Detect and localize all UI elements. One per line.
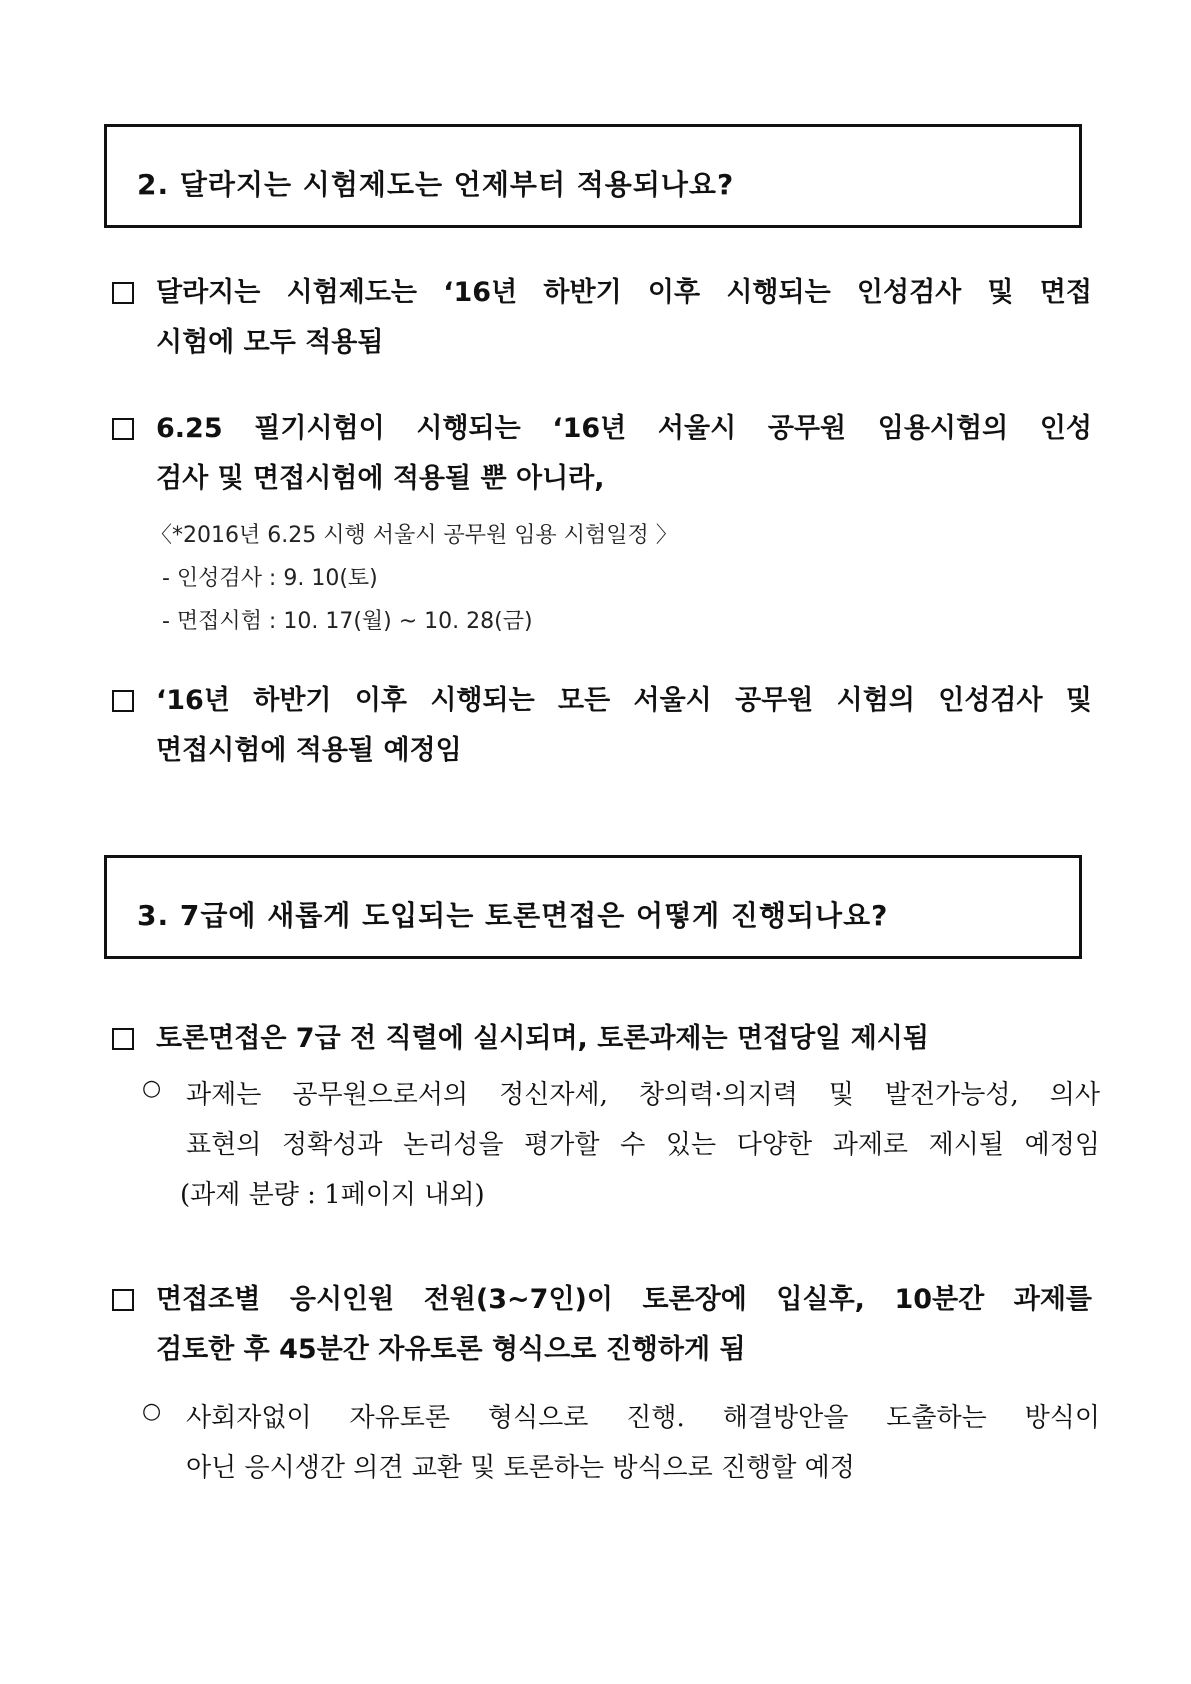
- circle-bullet-icon: ○: [142, 1076, 162, 1101]
- bullet-line: 아닌 응시생간 의견 교환 및 토론하는 방식으로 진행할 예정: [186, 1453, 855, 1483]
- item-line: 면접조별 응시인원 전원(3~7인)이 토론장에 입실후, 10분간 과제를: [156, 1284, 1092, 1315]
- bullet-item: [142, 1070, 1100, 1220]
- bullet-line: 표현의 정확성과 논리성을 평가할 수 있는 다양한 과제로 제시될 예정임: [186, 1130, 1100, 1160]
- item-line: 달라지는 시험제도는 ‘16년 하반기 이후 시행되는 인성검사 및 면접: [156, 277, 1092, 308]
- checkbox-icon: [112, 418, 134, 440]
- checkbox-icon: [112, 690, 134, 712]
- question-2-title: 2. 달라지는 시험제도는 언제부터 적용되나요?: [137, 168, 735, 201]
- list-item: [112, 676, 1092, 776]
- checkbox-icon: [112, 1289, 134, 1311]
- schedule-line-interview: - 면접시험 : 10. 17(월) ~ 10. 28(금): [162, 609, 533, 634]
- schedule-heading: 〈*2016년 6.25 시행 서울시 공무원 임용 시험일정 〉: [150, 523, 678, 548]
- bullet-item: [142, 1393, 1100, 1493]
- bullet-line: 사회자없이 자유토론 형식으로 진행. 해결방안을 도출하는 방식이: [186, 1403, 1100, 1433]
- item-line: 검토한 후 45분간 자유토론 형식으로 진행하게 됨: [156, 1334, 746, 1365]
- item-line: 검사 및 면접시험에 적용될 뿐 아니라,: [156, 463, 605, 494]
- list-item: [112, 404, 1092, 504]
- list-item: [112, 1275, 1092, 1375]
- checkbox-icon: [112, 1028, 134, 1050]
- question-3-title: 3. 7급에 새롭게 도입되는 토론면접은 어떻게 진행되나요?: [137, 899, 889, 932]
- list-item: [112, 268, 1092, 368]
- schedule-line-personality-test: - 인성검사 : 9. 10(토): [162, 566, 378, 591]
- checkbox-icon: [112, 282, 134, 304]
- bullet-line: (과제 분량 : 1페이지 내외): [180, 1180, 485, 1210]
- item-line: 면접시험에 적용될 예정임: [156, 735, 462, 766]
- question-3-box: [104, 855, 1082, 959]
- item-line: 토론면접은 7급 전 직렬에 실시되며, 토론과제는 면접당일 제시됨: [156, 1023, 929, 1054]
- list-item: [112, 1014, 1092, 1064]
- bullet-line: 과제는 공무원으로서의 정신자세, 창의력·의지력 및 발전가능성, 의사: [186, 1080, 1100, 1110]
- item-line: ‘16년 하반기 이후 시행되는 모든 서울시 공무원 시험의 인성검사 및: [156, 685, 1092, 716]
- question-2-box: [104, 124, 1082, 228]
- circle-bullet-icon: ○: [142, 1399, 162, 1424]
- item-line: 6.25 필기시험이 시행되는 ‘16년 서울시 공무원 임용시험의 인성: [156, 413, 1092, 444]
- item-line: 시험에 모두 적용됨: [156, 327, 384, 358]
